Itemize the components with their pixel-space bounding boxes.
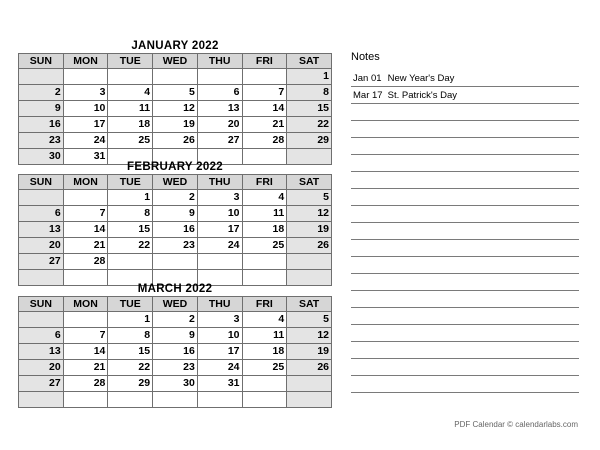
weekday-header: MON <box>63 297 108 312</box>
day-cell <box>242 376 287 392</box>
day-cell: 10 <box>63 101 108 117</box>
day-cell: 28 <box>63 254 108 270</box>
month-title: JANUARY 2022 <box>131 40 219 52</box>
note-date: Mar 17 <box>353 90 383 101</box>
note-line <box>351 121 579 138</box>
notes-panel <box>351 50 579 393</box>
week-row <box>19 328 332 344</box>
note-line <box>351 155 579 172</box>
footer-credit: PDF Calendar © calendarlabs.com <box>454 420 578 429</box>
day-cell <box>287 376 332 392</box>
day-cell: 5 <box>287 312 332 328</box>
note-line <box>351 223 579 240</box>
day-cell: 21 <box>63 360 108 376</box>
day-cell: 28 <box>242 133 287 149</box>
day-cell: 2 <box>153 190 198 206</box>
note-line <box>351 376 579 393</box>
day-cell: 23 <box>19 133 64 149</box>
note-line <box>351 342 579 359</box>
weekday-header: THU <box>197 175 242 190</box>
day-cell: 23 <box>153 360 198 376</box>
weekday-header: THU <box>197 54 242 69</box>
day-cell: 13 <box>197 101 242 117</box>
note-line <box>351 274 579 291</box>
day-cell: 16 <box>19 117 64 133</box>
weekday-header: TUE <box>108 297 153 312</box>
day-cell: 9 <box>153 328 198 344</box>
note-line <box>351 359 579 376</box>
day-cell: 7 <box>242 85 287 101</box>
day-cell: 5 <box>287 190 332 206</box>
day-cell: 5 <box>153 85 198 101</box>
weekday-header: WED <box>153 175 198 190</box>
day-cell: 16 <box>153 222 198 238</box>
day-cell: 13 <box>19 344 64 360</box>
day-cell: 18 <box>242 344 287 360</box>
weekday-header: FRI <box>242 54 287 69</box>
day-cell: 11 <box>108 101 153 117</box>
day-cell: 20 <box>197 117 242 133</box>
day-cell: 8 <box>108 206 153 222</box>
calendar-table <box>18 296 332 408</box>
weekday-header: TUE <box>108 175 153 190</box>
week-row <box>19 206 332 222</box>
day-cell: 25 <box>242 360 287 376</box>
note-line <box>351 240 579 257</box>
day-cell: 18 <box>108 117 153 133</box>
weekday-header-row <box>19 297 332 312</box>
day-cell: 14 <box>63 222 108 238</box>
day-cell: 26 <box>287 360 332 376</box>
day-cell: 20 <box>19 238 64 254</box>
note-line <box>351 291 579 308</box>
day-cell <box>63 69 108 85</box>
day-cell: 7 <box>63 328 108 344</box>
day-cell: 22 <box>108 238 153 254</box>
day-cell: 27 <box>19 376 64 392</box>
day-cell: 26 <box>153 133 198 149</box>
day-cell: 4 <box>242 190 287 206</box>
day-cell <box>197 254 242 270</box>
day-cell: 24 <box>197 360 242 376</box>
day-cell: 3 <box>197 190 242 206</box>
day-cell: 18 <box>242 222 287 238</box>
day-cell <box>19 392 64 408</box>
day-cell: 1 <box>287 69 332 85</box>
day-cell <box>19 312 64 328</box>
note-line <box>351 325 579 342</box>
day-cell: 15 <box>108 222 153 238</box>
calendar-table <box>18 53 332 165</box>
day-cell <box>287 392 332 408</box>
day-cell: 13 <box>19 222 64 238</box>
weekday-header: SAT <box>287 175 332 190</box>
day-cell: 29 <box>108 376 153 392</box>
day-cell <box>108 254 153 270</box>
month-february <box>18 161 332 286</box>
note-line <box>351 172 579 189</box>
week-row <box>19 392 332 408</box>
week-row <box>19 222 332 238</box>
note-line <box>351 206 579 223</box>
day-cell <box>197 69 242 85</box>
day-cell <box>108 69 153 85</box>
month-title: FEBRUARY 2022 <box>127 161 223 173</box>
weekday-header: FRI <box>242 175 287 190</box>
weekday-header: SAT <box>287 54 332 69</box>
weekday-header: MON <box>63 175 108 190</box>
day-cell: 17 <box>197 222 242 238</box>
day-cell: 1 <box>108 312 153 328</box>
weekday-header: THU <box>197 297 242 312</box>
weekday-header: FRI <box>242 297 287 312</box>
day-cell <box>242 69 287 85</box>
day-cell: 24 <box>197 238 242 254</box>
day-cell: 24 <box>63 133 108 149</box>
note-date: Jan 01 <box>353 73 382 84</box>
day-cell: 30 <box>19 149 64 165</box>
day-cell: 11 <box>242 328 287 344</box>
week-row <box>19 312 332 328</box>
day-cell: 10 <box>197 328 242 344</box>
week-row <box>19 254 332 270</box>
day-cell: 29 <box>287 133 332 149</box>
day-cell: 4 <box>108 85 153 101</box>
day-cell: 17 <box>63 117 108 133</box>
day-cell <box>153 69 198 85</box>
day-cell: 25 <box>242 238 287 254</box>
day-cell: 4 <box>242 312 287 328</box>
day-cell: 12 <box>287 328 332 344</box>
weekday-header: MON <box>63 54 108 69</box>
day-cell: 22 <box>108 360 153 376</box>
day-cell: 19 <box>153 117 198 133</box>
day-cell: 19 <box>287 222 332 238</box>
day-cell: 27 <box>197 133 242 149</box>
day-cell <box>19 190 64 206</box>
day-cell: 3 <box>197 312 242 328</box>
week-row <box>19 238 332 254</box>
week-row <box>19 101 332 117</box>
note-line <box>351 138 579 155</box>
day-cell: 8 <box>108 328 153 344</box>
day-cell: 6 <box>19 328 64 344</box>
month-january <box>18 40 332 165</box>
week-row <box>19 344 332 360</box>
day-cell: 16 <box>153 344 198 360</box>
day-cell: 19 <box>287 344 332 360</box>
day-cell <box>287 254 332 270</box>
day-cell: 14 <box>242 101 287 117</box>
day-cell: 30 <box>153 376 198 392</box>
day-cell: 12 <box>153 101 198 117</box>
weekday-header: WED <box>153 297 198 312</box>
calendar-table <box>18 174 332 286</box>
weekday-header: SUN <box>19 297 64 312</box>
day-cell: 21 <box>63 238 108 254</box>
notes-title: Notes <box>351 51 380 63</box>
day-cell <box>63 312 108 328</box>
day-cell: 11 <box>242 206 287 222</box>
note-text: St. Patrick's Day <box>385 90 458 101</box>
day-cell: 9 <box>19 101 64 117</box>
day-cell: 6 <box>197 85 242 101</box>
day-cell: 12 <box>287 206 332 222</box>
day-cell: 27 <box>19 254 64 270</box>
day-cell <box>197 392 242 408</box>
day-cell: 31 <box>197 376 242 392</box>
day-cell: 8 <box>287 85 332 101</box>
day-cell: 2 <box>19 85 64 101</box>
week-row <box>19 117 332 133</box>
note-line <box>351 87 579 104</box>
note-line <box>351 308 579 325</box>
day-cell: 3 <box>63 85 108 101</box>
day-cell: 25 <box>108 133 153 149</box>
weekday-header: SAT <box>287 297 332 312</box>
note-line <box>351 189 579 206</box>
day-cell: 20 <box>19 360 64 376</box>
month-title: MARCH 2022 <box>137 283 213 295</box>
day-cell <box>19 69 64 85</box>
weekday-header: SUN <box>19 54 64 69</box>
weekday-header: SUN <box>19 175 64 190</box>
notes-lines <box>351 70 579 393</box>
week-row <box>19 376 332 392</box>
day-cell: 26 <box>287 238 332 254</box>
day-cell: 7 <box>63 206 108 222</box>
day-cell: 31 <box>63 149 108 165</box>
month-march <box>18 283 332 408</box>
weekday-header: WED <box>153 54 198 69</box>
day-cell: 1 <box>108 190 153 206</box>
day-cell: 6 <box>19 206 64 222</box>
day-cell: 9 <box>153 206 198 222</box>
week-row <box>19 85 332 101</box>
day-cell: 15 <box>287 101 332 117</box>
week-row <box>19 69 332 85</box>
day-cell: 2 <box>153 312 198 328</box>
day-cell: 22 <box>287 117 332 133</box>
day-cell <box>108 392 153 408</box>
day-cell <box>63 190 108 206</box>
day-cell <box>242 254 287 270</box>
day-cell: 10 <box>197 206 242 222</box>
day-cell <box>153 392 198 408</box>
day-cell <box>242 392 287 408</box>
note-line <box>351 70 579 87</box>
day-cell <box>153 254 198 270</box>
note-line <box>351 104 579 121</box>
week-row <box>19 133 332 149</box>
day-cell <box>63 392 108 408</box>
week-row <box>19 190 332 206</box>
day-cell: 17 <box>197 344 242 360</box>
day-cell: 21 <box>242 117 287 133</box>
week-row <box>19 360 332 376</box>
weekday-header-row <box>19 175 332 190</box>
note-line <box>351 257 579 274</box>
weekday-header: TUE <box>108 54 153 69</box>
note-text: New Year's Day <box>385 73 455 84</box>
weekday-header-row <box>19 54 332 69</box>
day-cell: 15 <box>108 344 153 360</box>
day-cell: 14 <box>63 344 108 360</box>
day-cell: 28 <box>63 376 108 392</box>
day-cell: 23 <box>153 238 198 254</box>
